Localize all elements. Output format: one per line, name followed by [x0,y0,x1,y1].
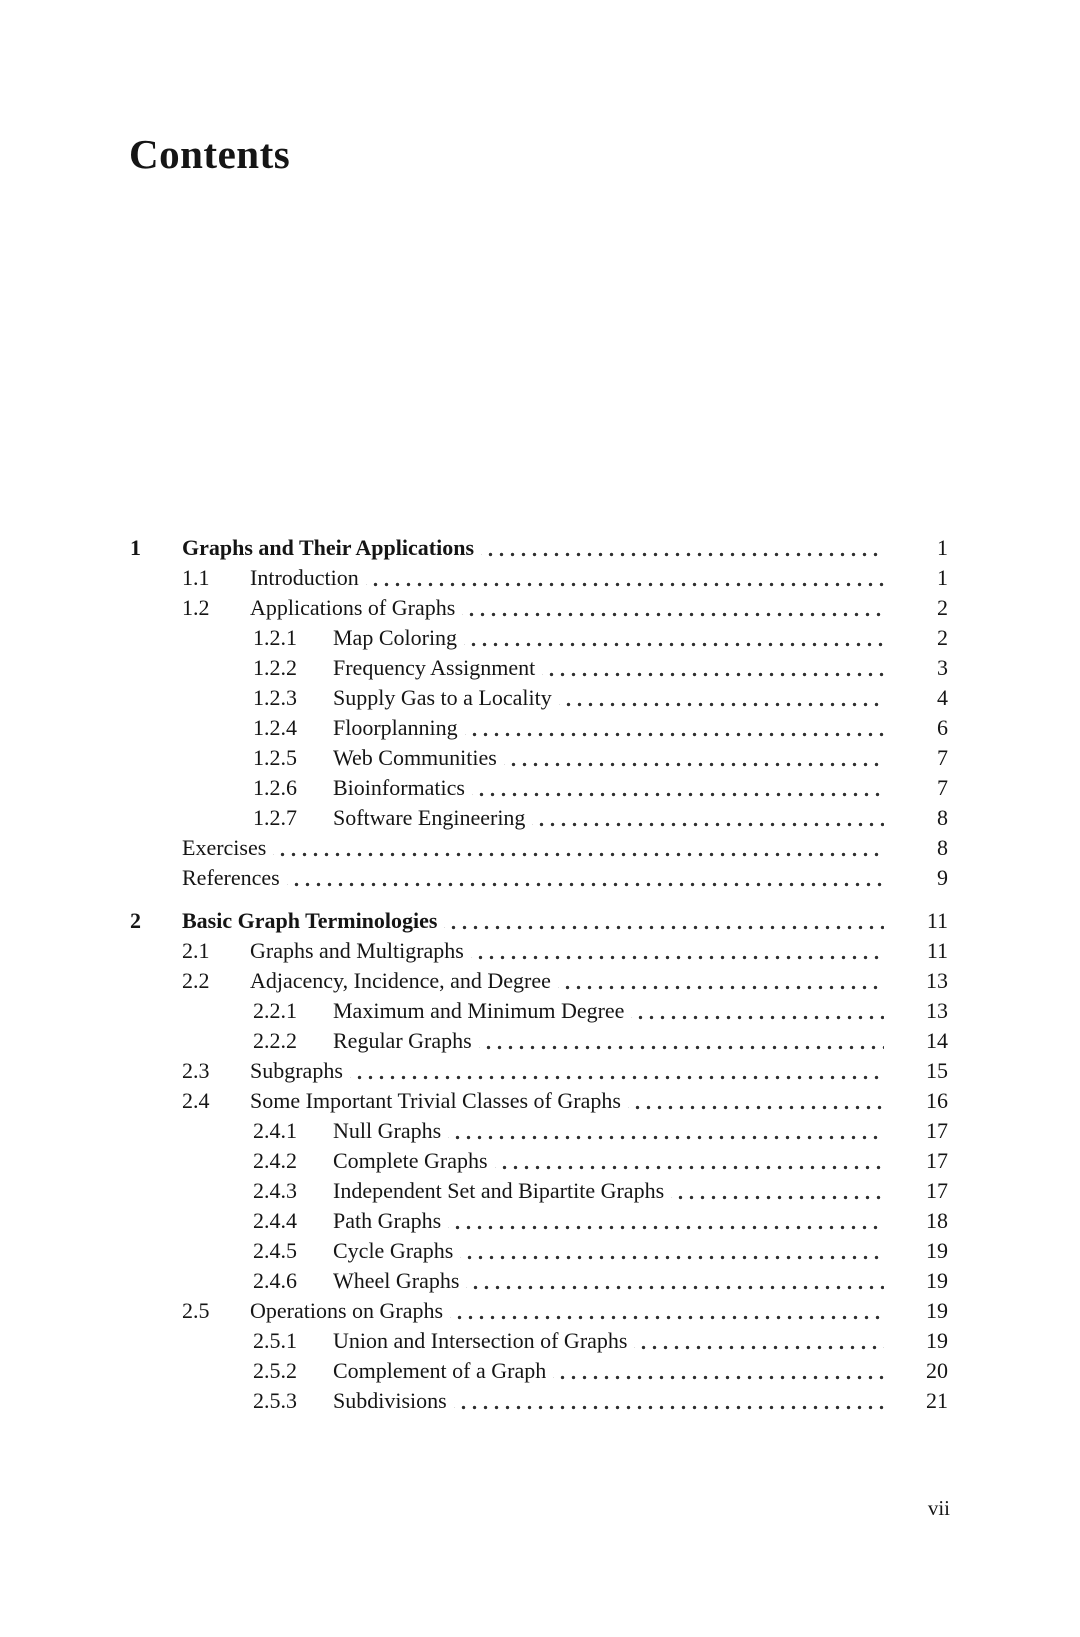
toc-entry-number: 2.4.6 [253,1268,297,1293]
toc-leader-dots [471,936,884,966]
toc-entry-page-number: 6 [937,715,948,740]
toc-entry-number: 2.2.1 [253,998,297,1023]
toc-row [130,1266,948,1296]
toc-entry-number: 2.2.2 [253,1028,297,1053]
toc-leader-dots [350,1056,884,1086]
toc-entry-page-number: 1 [937,565,948,590]
toc-entry-number: 2.5 [182,1298,210,1323]
toc-leader-dots [273,833,884,863]
toc-row [130,653,948,683]
toc-leader-dots [287,863,884,893]
toc-entry-title: Operations on Graphs [250,1298,444,1323]
toc-row [130,563,948,593]
toc-entry-page-number: 19 [926,1268,948,1293]
toc-entry-page-number: 1 [937,535,948,560]
toc-entry-title: Complement of a Graph [333,1358,547,1383]
toc-entry-number: 2.5.2 [253,1358,297,1383]
toc-row [130,1356,948,1386]
toc-leader-dots [542,653,884,683]
toc-row [130,743,948,773]
toc-entry-title: Cycle Graphs [333,1238,454,1263]
toc-leader-dots [454,1386,884,1416]
toc-entry-title: Bioinformatics [333,775,465,800]
toc-entry-page-number: 17 [926,1178,948,1203]
toc-entry-number: 1.2.7 [253,805,297,830]
toc-entry-page-number: 15 [926,1058,948,1083]
toc-entry-page-number: 13 [926,998,948,1023]
toc-leader-dots [462,593,884,623]
toc-entry-page-number: 17 [926,1118,948,1143]
toc-row [130,1056,948,1086]
toc-leader-dots [450,1296,884,1326]
toc-row [130,833,948,863]
toc-entry-page-number: 9 [937,865,948,890]
toc-entry-page-number: 16 [926,1088,948,1113]
toc-leader-dots [481,533,884,563]
toc-entry-page-number: 11 [926,938,948,963]
toc-row [130,713,948,743]
toc-leader-dots [532,803,884,833]
toc-entry-title: Path Graphs [333,1208,442,1233]
toc-entry-number: 1.1 [182,565,210,590]
toc-entry-title: Supply Gas to a Locality [333,685,552,710]
toc-entry-number: 1.2 [182,595,210,620]
toc-leader-dots [444,906,884,936]
toc-entry-number: 2.5.1 [253,1328,297,1353]
toc-entry-number: 2.4.5 [253,1238,297,1263]
toc-leader-dots [558,966,884,996]
toc-entry-title: Frequency Assignment [333,655,536,680]
toc-entry-number: 2.3 [182,1058,210,1083]
toc-entry-title: Complete Graphs [333,1148,488,1173]
toc-entry-title: Some Important Trivial Classes of Graphs [250,1088,621,1113]
toc-row [130,936,948,966]
toc-row [130,533,948,563]
toc-entry-title: Regular Graphs [333,1028,472,1053]
toc-entry-title: Web Communities [333,745,497,770]
toc-entry-title: Union and Intersection of Graphs [333,1328,628,1353]
toc-row [130,1296,948,1326]
toc-row [130,1086,948,1116]
toc-leader-dots [495,1146,884,1176]
toc-row [130,966,948,996]
toc-leader-dots [479,1026,884,1056]
toc-entry-number: 1 [130,535,141,560]
toc-entry-page-number: 8 [937,805,948,830]
toc-leader-dots [465,713,884,743]
toc-row [130,593,948,623]
toc-entry-number: 2.4.2 [253,1148,297,1173]
toc-entry-title: Applications of Graphs [250,595,456,620]
toc-row [130,906,948,936]
toc-leader-dots [466,1266,884,1296]
toc-entry-title: Subgraphs [250,1058,343,1083]
toc-entry-page-number: 7 [937,745,948,770]
page-title: Contents [129,131,291,177]
toc-entry-number: 1.2.2 [253,655,297,680]
toc-entry-page-number: 20 [926,1358,948,1383]
toc-entry-title: Introduction [250,565,359,590]
toc-entry-title: Independent Set and Bipartite Graphs [333,1178,665,1203]
toc-entry-number: 2.5.3 [253,1388,297,1413]
toc-row [130,1026,948,1056]
toc-entry-page-number: 17 [926,1148,948,1173]
toc-entry-title: Wheel Graphs [333,1268,460,1293]
toc-entry-page-number: 7 [937,775,948,800]
toc-entry-page-number: 13 [926,968,948,993]
toc-row [130,803,948,833]
toc-entry-page-number: 19 [926,1298,948,1323]
toc-entry-number: 1.2.5 [253,745,297,770]
toc-leader-dots [366,563,884,593]
toc-row [130,1326,948,1356]
toc-entry-page-number: 8 [937,835,948,860]
toc-entry-number: 1.2.4 [253,715,297,740]
toc-leader-dots [448,1206,884,1236]
toc-row [130,1386,948,1416]
toc-entry-title: Adjacency, Incidence, and Degree [250,968,551,993]
toc-entry-page-number: 21 [926,1388,948,1413]
toc-row [130,1176,948,1206]
toc-entry-page-number: 3 [937,655,948,680]
toc-entry-title: Floorplanning [333,715,458,740]
toc-entry-title: Graphs and Multigraphs [250,938,464,963]
toc-entry-title: Exercises [182,835,267,860]
toc-entry-page-number: 2 [937,625,948,650]
toc-leader-dots [628,1086,884,1116]
toc-entry-number: 2.4.1 [253,1118,297,1143]
toc-entry-title: References [182,865,280,890]
toc-entry-number: 1.2.6 [253,775,297,800]
toc-leader-dots [553,1356,884,1386]
toc-leader-dots [631,996,884,1026]
toc-entry-page-number: 19 [926,1328,948,1353]
toc-row [130,773,948,803]
toc-entry-title: Map Coloring [333,625,458,650]
toc-entry-number: 2.4.3 [253,1178,297,1203]
toc-entry-number: 2.2 [182,968,210,993]
toc-entry-title: Basic Graph Terminologies [182,908,438,933]
toc-entry-title: Graphs and Their Applications [182,535,475,560]
toc-entry-page-number: 19 [926,1238,948,1263]
toc-entry-page-number: 2 [937,595,948,620]
toc-row [130,623,948,653]
toc-entry-page-number: 11 [926,908,948,933]
toc-leader-dots [671,1176,884,1206]
toc-leader-dots [448,1116,884,1146]
toc-entry-number: 2 [130,908,141,933]
toc-entry-number: 2.4.4 [253,1208,297,1233]
toc-row [130,1236,948,1266]
toc-entry-page-number: 14 [926,1028,948,1053]
toc-row [130,1146,948,1176]
toc-entry-title: Subdivisions [333,1388,447,1413]
toc-leader-dots [472,773,884,803]
toc-entry-number: 1.2.1 [253,625,297,650]
toc-entry-title: Maximum and Minimum Degree [333,998,625,1023]
toc-entry-number: 2.1 [182,938,210,963]
toc-entry-number: 1.2.3 [253,685,297,710]
toc-row [130,996,948,1026]
toc-leader-dots [504,743,884,773]
toc-entry-page-number: 4 [937,685,948,710]
toc-entry-title: Null Graphs [333,1118,442,1143]
folio-page-number: vii [927,1496,950,1520]
toc-row [130,1116,948,1146]
toc-row [130,863,948,893]
toc-leader-dots [634,1326,884,1356]
toc-entry-page-number: 18 [926,1208,948,1233]
toc-list [130,533,948,1416]
toc-entry-title: Software Engineering [333,805,526,830]
toc-leader-dots [464,623,884,653]
toc-leader-dots [460,1236,884,1266]
toc-leader-dots [559,683,884,713]
toc-row [130,683,948,713]
toc-entry-number: 2.4 [182,1088,210,1113]
toc-row [130,1206,948,1236]
